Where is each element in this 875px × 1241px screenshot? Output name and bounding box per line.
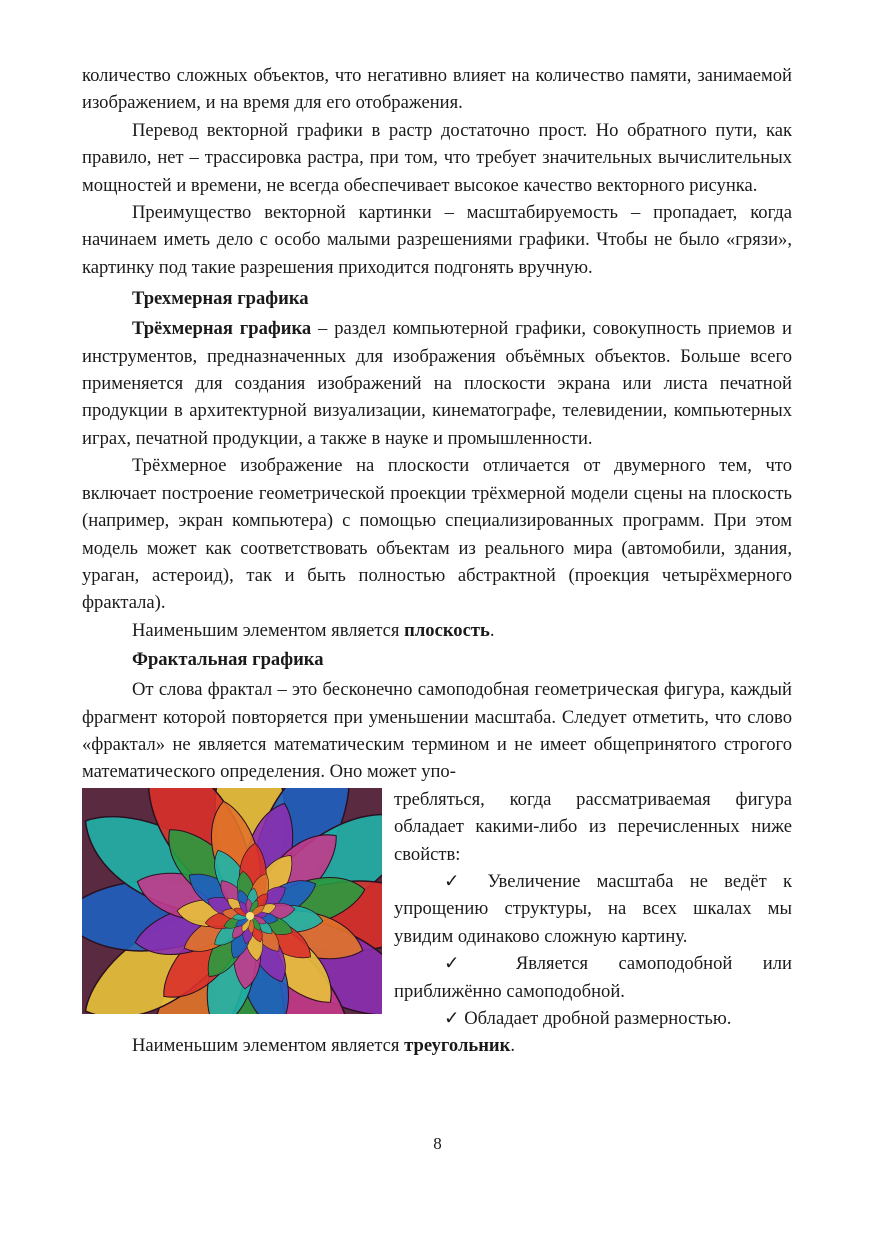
term-plane: плоскость [404,619,490,641]
property-text-2: Является самоподобной или приближённо самоподобной. [394,953,792,1002]
paragraph-6-end: . [489,619,495,641]
paragraph-7-lead: От слова фрактал – это бесконечно самоподобная геометрическая фигура, каждый фрагмент которой повторяется при уменьшении масштаба. Следует отметить, что слово «фрактал» не является математическим термином и не имеет общепринятого строгого математического определения. Оно может упо- [82,679,792,783]
fractal-section [82,676,792,1032]
page-body [82,62,792,1060]
checkmark-icon: ✓ [444,953,486,975]
page-number: 8 [433,1134,442,1153]
checkmark-icon: ✓ [444,1008,460,1029]
fractal-flower-picture [82,788,382,1014]
term-3d-graphics: Трёхмерная графика [132,318,312,340]
paragraph-8-text: Наименьшим элементом является [132,1035,405,1057]
property-text-1: Увеличение масштаба не ведёт к упрощению структуры, на всех шкалах мы увидим одинаково сложную картину. [394,870,792,947]
paragraph-4 [82,315,792,452]
paragraph-1: количество сложных объектов, что негативно влияет на количество памяти, занимаемой изображением, и на время для его отображения. [82,65,792,114]
property-text-3: Обладает дробной размерностью. [464,1008,732,1029]
paragraph-2: Перевод векторной графики в растр достаточно прост. Но обратного пути, как правило, нет – трассировка растра, при том, что требует значительных вычислительных мощностей и времени, не всегда обеспечивает высокое качество векторного рисунка. [82,119,792,196]
paragraph-6 [82,617,792,644]
paragraph-4-text: – раздел компьютерной графики, совокупность приемов и инструментов, предназначенных для изображения объёмных объектов. Больше всего применяется для создания изображений на плоскости экрана или листа печатной продукции в архитектурной визуализации, кинематографе, телевидении, компьютерных играх, печатной продукции, а также в науке и промышленности. [82,318,792,449]
term-triangle: треугольник [404,1035,511,1057]
heading-fractal-graphics: Фрактальная графика [132,649,324,671]
paragraph-5: Трёхмерное изображение на плоскости отличается от двумерного тем, что включает построение геометрической проекции трёхмерной модели сцены на плоскость (например, экран компьютера) с помощью специализированных программ. При этом модель может как соответствовать объектам из реального мира (автомобили, здания, ураган, астероид), так и быть полностью абстрактной (проекция четырёхмерного фрактала). [82,455,792,614]
paragraph-8-end: . [510,1035,516,1057]
heading-3d-graphics: Трехмерная графика [132,288,309,310]
paragraph-3: Преимущество векторной картинки – масштабируемость – пропадает, когда начинаем иметь дело с особо малыми разрешениями графики. Чтобы не было «грязи», картинку под такие разрешения приходится подгонять вручную. [82,202,792,278]
paragraph-7-rest: требляться, когда рассматриваемая фигура обладает какими-либо из перечисленных ниже свойств: [394,788,792,865]
paragraph-6-text: Наименьшим элементом является [132,619,405,641]
fractal-center [246,912,254,920]
checkmark-icon: ✓ [444,870,472,892]
paragraph-8 [82,1032,792,1059]
fractal-image [82,788,382,1014]
